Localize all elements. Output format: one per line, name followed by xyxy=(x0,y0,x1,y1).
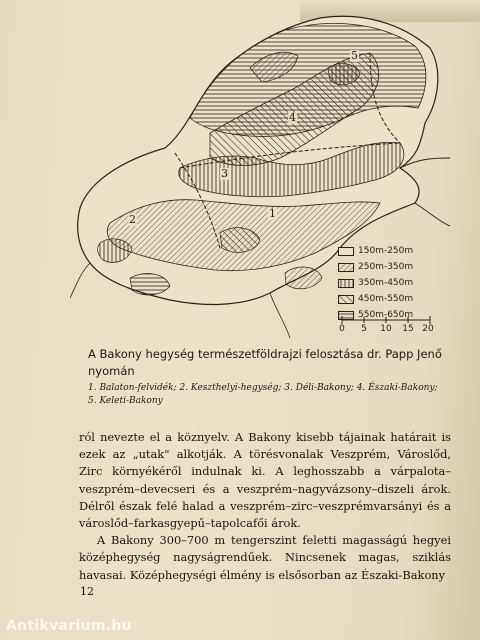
scale-tick-label: 10 xyxy=(380,324,392,334)
watermark: Antikvarium.hu xyxy=(6,618,132,634)
map-caption xyxy=(88,346,448,380)
region-label-4: 4 xyxy=(289,111,296,124)
legend-row xyxy=(338,276,438,290)
caption-region-line1: 1. Balaton-felvidék; 2. Keszthelyi-hegység; 3. Déli-Bakony; 4. Északi-Bakony; xyxy=(88,383,438,393)
scale-bar-line xyxy=(340,316,432,324)
legend-swatch-diag-fine xyxy=(338,263,354,272)
legend-label: 350m-450m xyxy=(358,278,414,288)
body-text xyxy=(79,429,451,584)
legend-row xyxy=(338,244,438,258)
legend-swatch-vertical xyxy=(338,279,354,288)
legend-label: 250m-350m xyxy=(358,262,414,272)
legend-swatch-blank xyxy=(338,247,354,256)
scale-bar xyxy=(340,316,432,340)
scale-tick-label: 20 xyxy=(422,324,434,334)
page-number: 12 xyxy=(80,585,94,598)
caption-title-line1: A Bakony hegység természetföldrajzi felosztása dr. Papp Jenő xyxy=(88,347,442,361)
map-legend xyxy=(338,244,438,324)
caption-title-line2: nyomán xyxy=(88,364,135,378)
scale-tick-label: 15 xyxy=(402,324,414,334)
region-label-3: 3 xyxy=(221,167,228,180)
legend-row xyxy=(338,260,438,274)
caption-region-list xyxy=(88,382,448,408)
legend-label: 550m-650m xyxy=(358,310,414,320)
scale-tick-label: 5 xyxy=(361,324,367,334)
region-label-1: 1 xyxy=(269,207,276,220)
legend-swatch-diag-coarse xyxy=(338,295,354,304)
legend-row xyxy=(338,292,438,306)
body-paragraph-2: A Bakony 300–700 m tengerszint feletti magasságú hegyei középhegység nagyságrendűek. Nincsenek magas, sziklás havasai. Középhegységi élmény is elsősorban az Északi-Bakony xyxy=(79,533,451,582)
legend-label: 450m-550m xyxy=(358,294,414,304)
body-paragraph-1: ról nevezte el a köznyelv. A Bakony kisebb tájainak határait is ezek az „utak" alkotják. A törésvonalak Veszprém, Városlőd, Zirc környékéről indulnak ki. A leghosszabb a várpalota–veszprém–devecseri és a veszprém–nagyvázsony–diszeli árok. Délről észak felé halad a veszprém–zirc–veszprémvarsányi és a városlőd–farkasgyepű–tapolcafői árok. xyxy=(79,430,451,531)
legend-label: 150m-250m xyxy=(358,246,414,256)
caption-region-line2: 5. Keleti-Bakony xyxy=(88,396,163,406)
region-label-2: 2 xyxy=(129,213,136,226)
scale-tick-label: 0 xyxy=(339,324,345,334)
region-label-5: 5 xyxy=(351,49,358,62)
